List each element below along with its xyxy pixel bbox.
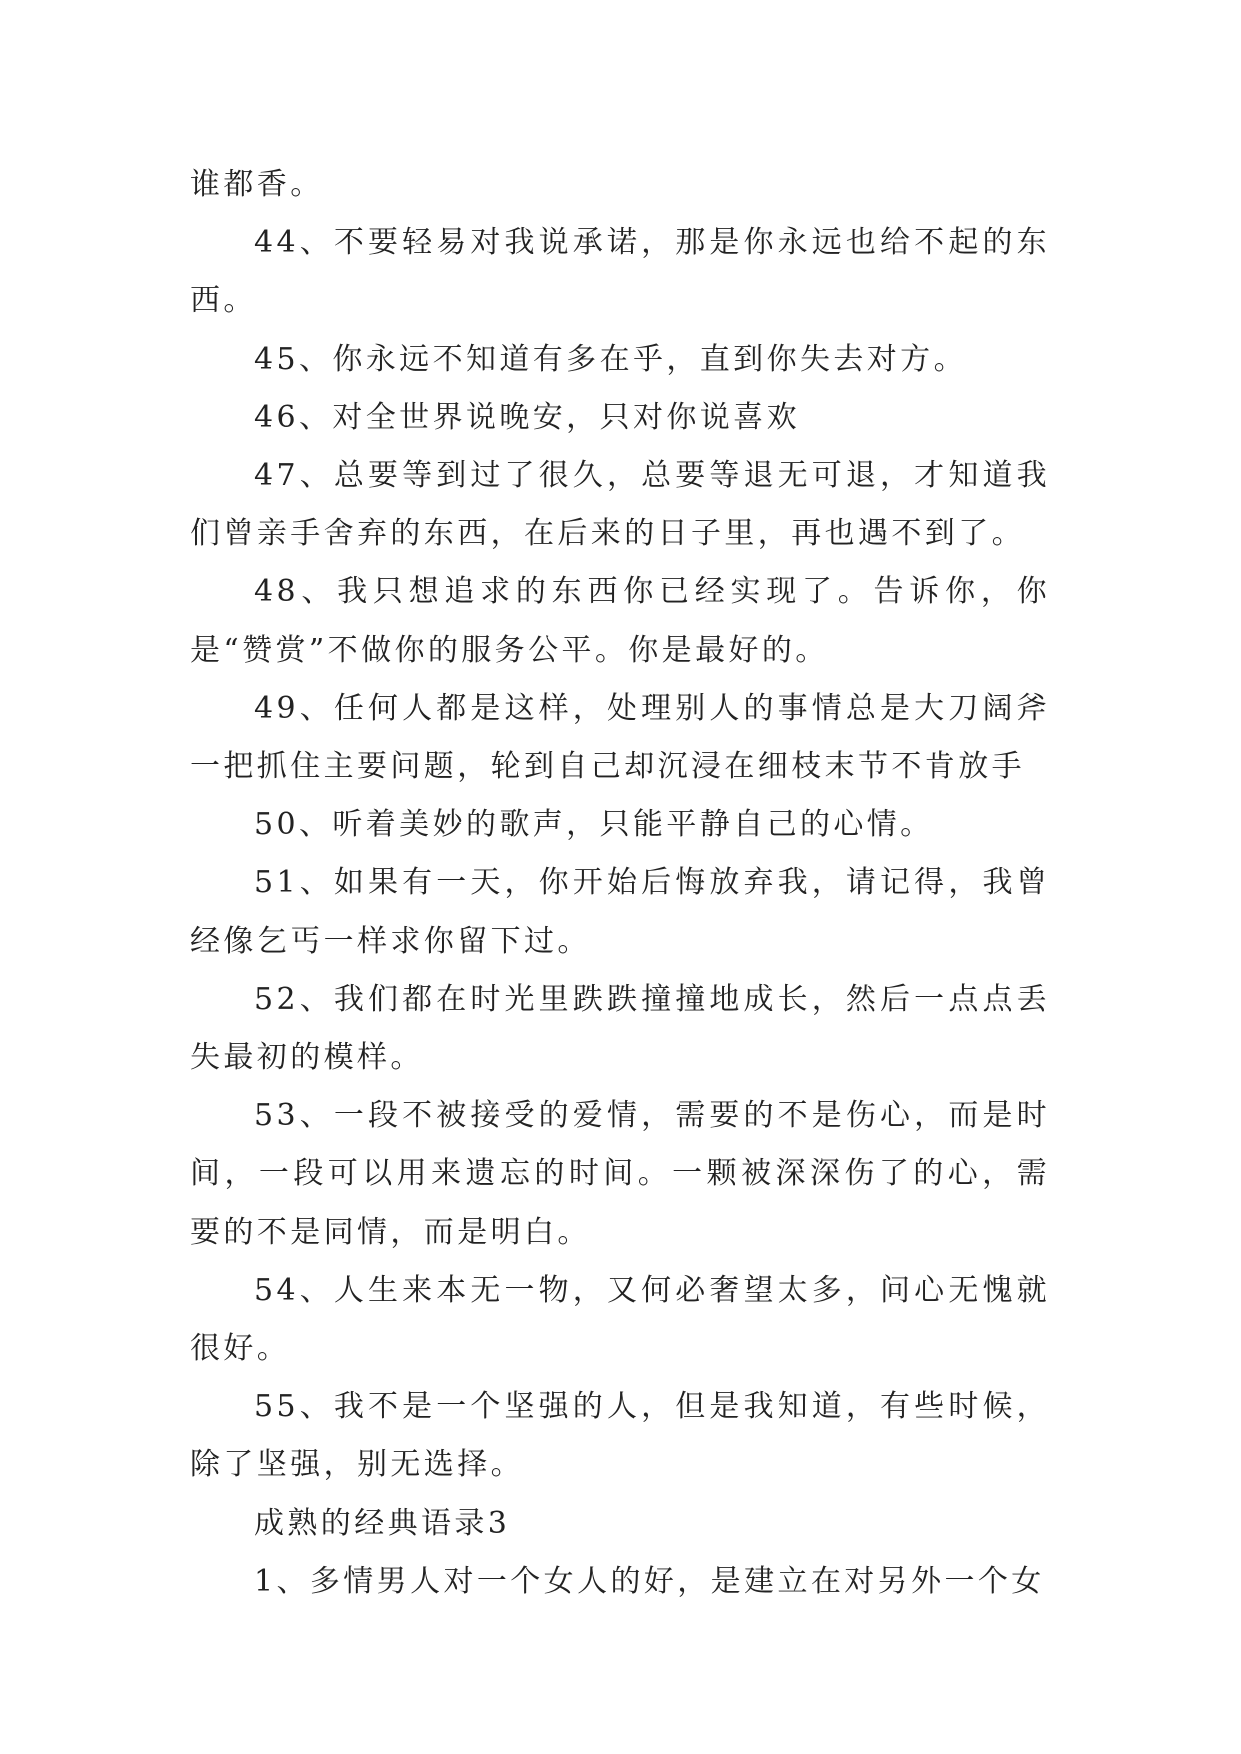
quote-51: 51、如果有一天，你开始后悔放弃我，请记得，我曾经像乞丐一样求你留下过。 [190,865,1050,959]
section-heading: 成熟的经典语录3 [254,1505,511,1541]
paragraph-continuation: 谁都香。 [190,167,324,202]
quote-48: 48、我只想追求的东西你已经实现了。告诉你，你是“赞赏”不做你的服务公平。你是最好的。 [190,574,1050,668]
quote-53: 53、一段不被接受的爱情，需要的不是伤心，而是时间，一段可以用来遗忘的时间。一颗被深深伤了的心，需要的不是同情，而是明白。 [190,1098,1050,1250]
quote-47: 47、总要等到过了很久，总要等退无可退，才知道我们曾亲手舍弃的东西，在后来的日子里，再也遇不到了。 [190,458,1050,552]
quote-50: 50、听着美妙的歌声，只能平静自己的心情。 [254,807,934,843]
quote-46: 46、对全世界说晚安，只对你说喜欢 [254,399,800,435]
quote-1: 1、多情男人对一个女人的好，是建立在对另外一个女 [254,1563,1045,1599]
quote-55: 55、我不是一个坚强的人，但是我知道，有些时候，除了坚强，别无选择。 [190,1389,1050,1483]
quote-54: 54、人生来本无一物，又何必奢望太多，问心无愧就很好。 [190,1272,1050,1367]
quote-44: 44、不要轻易对我说承诺，那是你永远也给不起的东西。 [190,225,1050,319]
document-body [190,156,1050,1611]
quote-52: 52、我们都在时光里跌跌撞撞地成长，然后一点点丢失最初的模样。 [190,981,1050,1076]
quote-45: 45、你永远不知道有多在乎，直到你失去对方。 [254,341,967,377]
quote-49: 49、任何人都是这样，处理别人的事情总是大刀阔斧一把抓住主要问题，轮到自己却沉浸在细枝末节不肯放手 [190,690,1050,785]
